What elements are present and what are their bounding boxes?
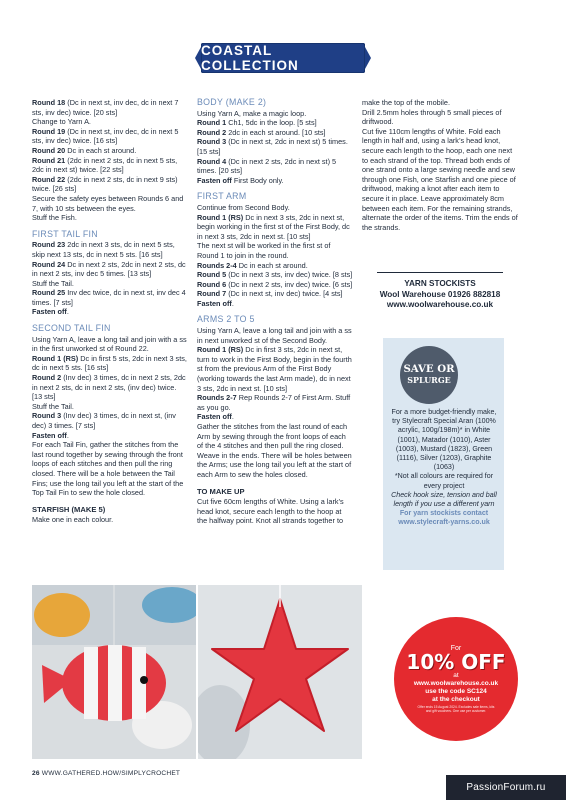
splurge-link-1: For yarn stockists contact xyxy=(399,509,489,518)
round-instruction: (2dc in next 2 sts, dc in next 5 sts, 2dc in next st) twice. [22 sts] xyxy=(32,155,178,175)
round-label: Round 6 xyxy=(197,279,227,289)
fish-photo xyxy=(32,585,196,759)
round-instruction: First Body only. xyxy=(231,175,284,185)
round-label: Rounds 2-4 xyxy=(197,260,237,270)
pattern-text: make the top of the mobile. xyxy=(362,98,451,107)
offer-for: For xyxy=(450,645,462,652)
pattern-round xyxy=(32,354,188,373)
round-label: Round 7 xyxy=(197,289,227,299)
round-label: Fasten off xyxy=(197,298,232,308)
pattern-text: Continue from Second Body. xyxy=(197,202,290,212)
pattern-round xyxy=(32,260,188,279)
footer-url[interactable]: WWW.GATHERED.HOW/SIMPLYCROCHET xyxy=(41,770,181,777)
round-instruction: (2dc in next 2 sts, dc in next 9 sts) twice. [26 sts] xyxy=(32,174,178,194)
pattern-text: Using Yarn A, leave a long tail and join with a ss in the first unworked st of Round 22. xyxy=(32,334,187,354)
round-instruction: . xyxy=(231,298,234,308)
round-label: Fasten off xyxy=(197,175,232,185)
section-heading: BODY (MAKE 2) xyxy=(197,97,267,107)
pattern-round xyxy=(197,345,353,393)
round-label: Round 1 (RS) xyxy=(197,212,244,222)
round-label: Round 3 xyxy=(197,137,227,147)
section-heading: STARFISH (MAKE 5) xyxy=(32,504,106,514)
round-instruction: (Dc in next st, inv dec, dc in next 5 sts, inv dec) twice. [16 sts] xyxy=(32,126,179,146)
starfish-photo xyxy=(198,585,362,759)
round-instruction: (Inv dec) 3 times, dc in next st, (inv dec) 3 times. [7 sts] xyxy=(32,411,176,430)
round-label: Round 21 xyxy=(32,155,66,165)
pattern-text: For each Tail Fin, gather the stitches from the last round together by sewing through the front loops of each stitches and then pull the ring closed. There will be a hole between the Tail Fins; use the long tail you left at the start of the Top Tail Fin to sew the hole closed. xyxy=(32,440,184,498)
pattern-round xyxy=(32,307,188,317)
offer-percent: 10% OFF xyxy=(406,650,506,674)
section-heading: FIRST ARM xyxy=(197,191,247,202)
pattern-round xyxy=(197,118,353,128)
round-label: Rounds 2-7 xyxy=(197,393,237,403)
pattern-round xyxy=(197,412,353,422)
pattern-text: Using Yarn A, leave a long tail and join with a ss in next unworked st of the Second Body. xyxy=(197,326,352,345)
round-instruction: . xyxy=(231,412,234,422)
badge-line-1: SAVE OR xyxy=(403,363,455,375)
pattern-round xyxy=(197,137,353,156)
round-label: Round 20 xyxy=(32,145,66,155)
pattern-text: The next st will be worked in the first st of Round 1 to join in the round. xyxy=(197,241,331,260)
round-instruction: (Dc in next st, 2dc in next st) 5 times. [15 sts] xyxy=(197,137,348,156)
badge-line-2: SPLURGE xyxy=(407,375,451,385)
pattern-text: Cut five 60cm lengths of White. Using a lark’s head knot, secure each length to the hoop at the halfway point. Knot all strands together to xyxy=(197,497,344,526)
pattern-round xyxy=(197,393,353,412)
pattern-round xyxy=(32,431,188,441)
pattern-text: Stuff the Tail. xyxy=(32,401,74,411)
pattern-round xyxy=(197,270,353,280)
round-instruction: . xyxy=(66,430,69,440)
round-label: Round 3 xyxy=(32,411,62,421)
pattern-round xyxy=(32,146,188,156)
watermark: PassionForum.ru xyxy=(446,775,566,800)
pattern-round xyxy=(32,240,188,259)
discount-offer[interactable] xyxy=(394,617,518,741)
pattern-column-1 xyxy=(32,98,188,525)
round-instruction: Dc in next 2 sts, 2dc in next 2 sts, dc in next 2 sts, inv dec 5 times. [13 sts] xyxy=(32,259,186,279)
round-instruction: Dc in each st around. xyxy=(65,145,137,155)
round-instruction: (Dc in next 2 sts, 2dc in next st) 5 times. [20 sts] xyxy=(197,156,337,176)
splurge-description: For a more budget-friendly make, try Stylecraft Special Aran (100% acrylic, 100g/198m)* in White (1001), Matador (1010), Aster (1003), Mustard (1823), Green (1116), Silver (1203), Graphite (1063) xyxy=(391,408,497,472)
pattern-text: Make one in each colour. xyxy=(32,515,114,525)
round-label: Round 19 xyxy=(32,126,66,136)
splurge-note: *Not all colours are required for every project xyxy=(394,472,494,490)
pattern-text: Secure the safety eyes between Rounds 6 and 7, with 10 sts between the eyes. xyxy=(32,193,184,213)
splurge-text xyxy=(390,408,498,528)
round-label: Round 24 xyxy=(32,259,66,269)
round-instruction: Ch1, 5dc in the loop. [5 sts] xyxy=(226,118,317,128)
pattern-round xyxy=(197,261,353,271)
section-heading: FIRST TAIL FIN xyxy=(32,228,98,239)
pattern-round xyxy=(32,288,188,307)
round-label: Round 2 xyxy=(32,373,62,383)
splurge-link-2[interactable]: www.stylecraft-yarns.co.uk xyxy=(398,518,490,527)
round-label: Round 1 (RS) xyxy=(32,353,79,363)
round-instruction: (Dc in next st, inv dec) twice. [4 sts] xyxy=(226,289,343,299)
yarn-stockists xyxy=(362,272,518,311)
round-instruction: Dc in each st around. xyxy=(236,260,308,270)
round-label: Fasten off xyxy=(197,412,232,422)
round-label: Round 5 xyxy=(197,270,227,280)
round-label: Fasten off xyxy=(32,430,67,440)
pattern-text: Change to Yarn A. xyxy=(32,117,91,127)
round-label: Round 18 xyxy=(32,98,66,107)
round-label: Round 1 (RS) xyxy=(197,345,244,355)
round-instruction: Dc in first 3 sts, 2dc in next st, turn to work in the First Body, begin in the fourth st from the previous Arm of the First Body (working towards the last Arm made), dc in next 3 sts, 2dc in next st. [10 sts] xyxy=(197,345,352,393)
offer-code: use the code SC124 xyxy=(425,688,487,695)
pattern-round xyxy=(32,373,188,402)
page-footer xyxy=(32,770,180,777)
pattern-round xyxy=(197,176,353,186)
round-instruction: (Inv dec) 3 times, dc in next 2 sts, 2dc in next 2 sts, dc in next 2 sts, (inv dec) twice. [13 sts] xyxy=(32,373,186,402)
divider xyxy=(377,272,503,273)
round-instruction: Inv dec twice, dc in next st, inv dec 4 times. [7 sts] xyxy=(32,288,186,307)
pattern-round xyxy=(197,280,353,290)
pattern-round xyxy=(197,299,353,309)
pattern-column-2 xyxy=(197,98,353,526)
round-label: Fasten off xyxy=(32,307,67,317)
pattern-text: Using Yarn A, make a magic loop. xyxy=(197,108,307,118)
section-heading: ARMS 2 TO 5 xyxy=(197,314,255,325)
pattern-text: Drill 2.5mm holes through 5 small pieces of driftwood. xyxy=(362,107,502,127)
round-label: Round 1 xyxy=(197,118,227,128)
offer-site: www.woolwarehouse.co.uk xyxy=(413,680,499,687)
stockists-url[interactable]: www.woolwarehouse.co.uk xyxy=(386,300,494,309)
round-instruction: Dc in first 5 sts, 2dc in next 3 sts, dc in next 5 sts. [16 sts] xyxy=(32,353,187,373)
pattern-text: Stuff the Tail. xyxy=(32,278,74,288)
round-instruction: (Dc in next st, inv dec, dc in next 7 sts, inv dec) twice. [20 sts] xyxy=(32,98,179,117)
round-instruction: 2dc in next 3 sts, dc in next 5 sts, skip next 13 sts, dc in next 5 sts. [16 sts] xyxy=(32,240,175,259)
pattern-round xyxy=(197,157,353,176)
pattern-round xyxy=(32,127,188,146)
pattern-round xyxy=(197,128,353,138)
section-heading: SECOND TAIL FIN xyxy=(32,323,111,334)
pattern-round xyxy=(197,289,353,299)
pattern-text: Gather the stitches from the last round of each Arm by sewing through the front loops of each of the 4 stitches and then pull the ring closed. Weave in the ends. There will be holes between the Arms; use the long tail you left at the start of each Arm to sew the holes closed. xyxy=(197,422,352,479)
pattern-round xyxy=(32,156,188,175)
page-number: 26 xyxy=(32,770,40,777)
round-label: Round 23 xyxy=(32,240,66,250)
section-heading: TO MAKE UP xyxy=(197,486,245,496)
round-instruction: Dc in next 3 sts, 2dc in next st, begin working in the first st of the First Body, dc in next 3 sts, 2dc in next st. [10 sts] xyxy=(197,212,350,241)
pattern-round xyxy=(32,411,188,430)
pattern-round xyxy=(32,98,188,117)
round-instruction: Rep Rounds 2-7 of First Arm. Stuff as you go. xyxy=(197,393,351,412)
round-label: Round 2 xyxy=(197,127,227,137)
stockists-phone: Wool Warehouse 01926 882818 xyxy=(379,289,501,299)
round-label: Round 4 xyxy=(197,156,227,166)
save-or-splurge-badge xyxy=(400,346,458,404)
round-instruction: (Dc in next 3 sts, inv dec) twice. [8 sts] xyxy=(226,270,353,280)
pattern-round xyxy=(32,175,188,194)
round-instruction: . xyxy=(66,307,69,317)
round-instruction: (Dc in next 2 sts, inv dec) twice. [6 sts] xyxy=(226,279,353,289)
round-label: Round 22 xyxy=(32,174,66,184)
round-label: Round 25 xyxy=(32,288,66,298)
round-instruction: 2dc in each st around. [10 sts] xyxy=(226,127,326,137)
splurge-italic: Check hook size, tension and ball length if you use a different yarn xyxy=(391,490,497,509)
stockists-title: YARN STOCKISTS xyxy=(404,279,476,288)
offer-at: at xyxy=(453,672,459,679)
pattern-column-3 xyxy=(362,98,518,232)
offer-checkout: at the checkout xyxy=(432,696,480,703)
offer-terms: Offer ends 15 August 2024. Excludes sale items, kits and gift vouchers. One use per customer. xyxy=(417,705,495,713)
section-banner: COASTAL COLLECTION xyxy=(201,43,365,73)
pattern-text: Cut five 110cm lengths of White. Fold each length in half and, using a lark’s head knot, secure each length to the hoop, each one next to each strand of the top. Thread both ends of one strand onto a large sewing needle and sew through one Fish, one Starfish and one piece of driftwood, making a knot after each item to secure it in place. Leave approximately 8cm between each item. For the remaining strands, alternate the order of the items. Trim the ends of the strands. xyxy=(362,126,518,232)
pattern-text: Stuff the Fish. xyxy=(32,213,77,223)
pattern-round xyxy=(197,213,353,242)
